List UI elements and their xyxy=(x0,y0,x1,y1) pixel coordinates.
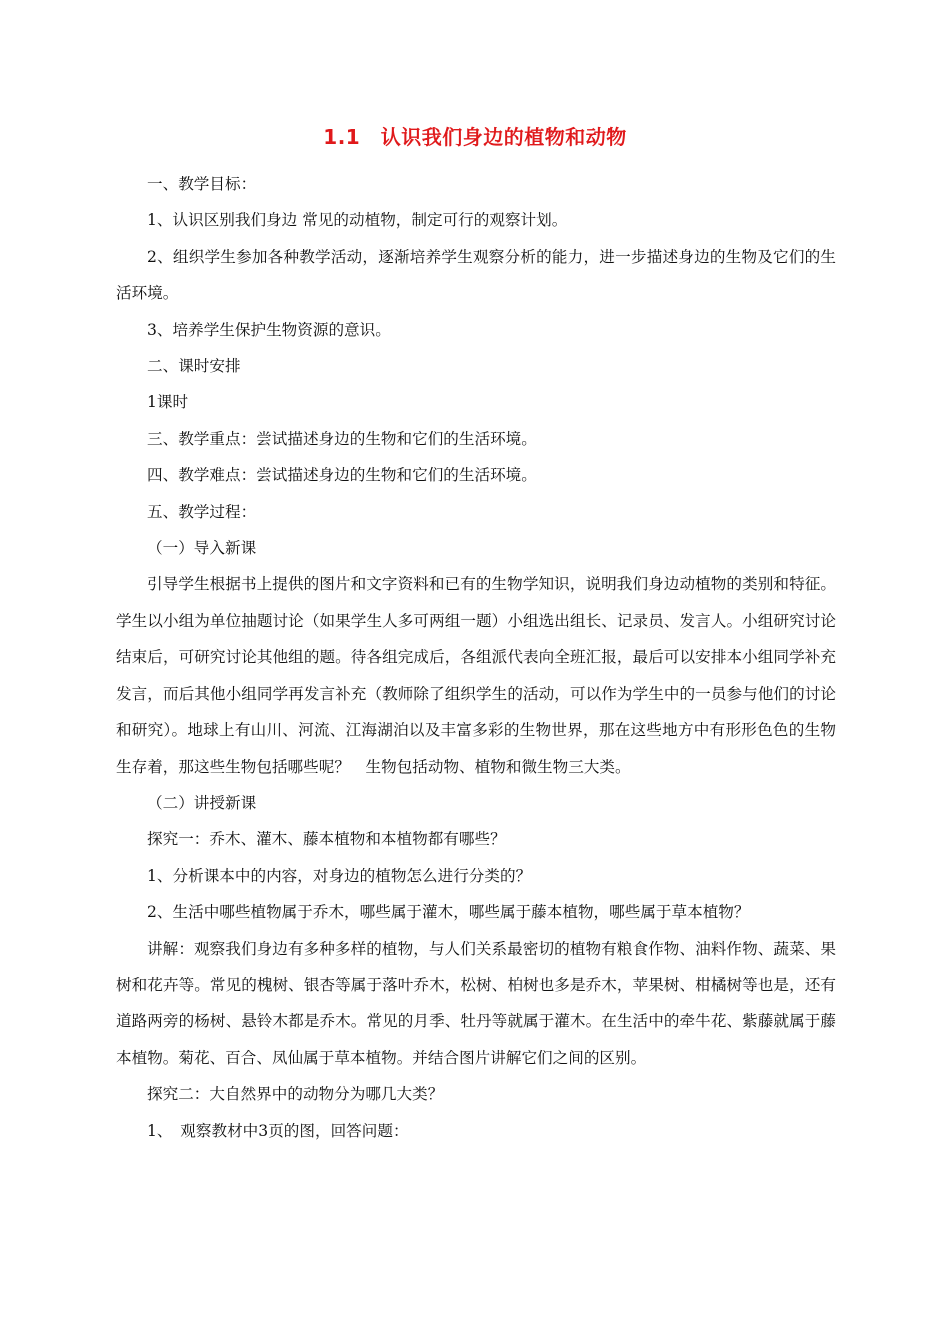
paragraph-question-2: 2、生活中哪些植物属于乔木，哪些属于灌木，哪些属于藤本植物，哪些属于草本植物？ xyxy=(147,903,750,922)
paragraph-objective-3: 3、培养学生保护生物资源的意识。 xyxy=(147,320,391,339)
paragraph-intro-heading: （一）导入新课 xyxy=(147,539,257,558)
paragraph-process-heading: 五、教学过程： xyxy=(147,502,257,521)
paragraph-objective-2: 2、组织学生参加各种教学活动，逐渐培养学生观察分析的能力，进一步描述身边的生物及它们的生活环境。 xyxy=(116,247,836,303)
paragraph-inquiry-2: 探究二：大自然界中的动物分为哪几大类？ xyxy=(147,1085,444,1104)
document-body xyxy=(116,166,836,1149)
paragraph-explanation: 讲解：观察我们身边有多种多样的植物，与人们关系最密切的植物有粮食作物、油料作物、蔬菜、果树和花卉等。常见的槐树、银杏等属于落叶乔木，松树、柏树也多是乔木，苹果树、柑橘树等也是，还有道路两旁的杨树、悬铃木都是乔木。常见的月季、牡丹等就属于灌木。在生活中的牵牛花、紫藤就属于藤本植物。菊花、百合、凤仙属于草本植物。并结合图片讲解它们之间的区别。 xyxy=(116,939,836,1067)
paragraph-key-point: 三、教学重点：尝试描述身边的生物和它们的生活环境。 xyxy=(147,429,537,448)
paragraph-schedule-value: 1课时 xyxy=(147,393,189,412)
paragraph-lecture-heading: （二）讲授新课 xyxy=(147,793,257,812)
paragraph-schedule-heading: 二、课时安排 xyxy=(147,357,241,376)
document-title: 1.1 认识我们身边的植物和动物 xyxy=(323,125,627,149)
paragraph-objective-1: 1、认识区别我们身边 常见的动植物，制定可行的观察计划。 xyxy=(147,211,568,230)
paragraph-question-3: 1、 观察教材中3页的图，回答问题： xyxy=(147,1121,409,1140)
paragraph-question-1: 1、分析课本中的内容，对身边的植物怎么进行分类的？ xyxy=(147,866,532,885)
paragraph-intro-body: 引导学生根据书上提供的图片和文字资料和已有的生物学知识，说明我们身边动植物的类别和特征。学生以小组为单位抽题讨论（如果学生人多可两组一题）小组选出组长、记录员、发言人。小组研究讨论结束后，可研究讨论其他组的题。待各组完成后，各组派代表向全班汇报，最后可以安排本小组同学补充发言，而后其他小组同学再发言补充（教师除了组织学生的活动，可以作为学生中的一员参与他们的讨论和研究）。地球上有山川、河流、江海湖泊以及丰富多彩的生物世界，那在这些地方中有形形色色的生物生存着，那这些生物包括哪些呢？ 生物包括动物、植物和微生物三大类。 xyxy=(116,575,836,776)
paragraph-inquiry-1: 探究一：乔木、灌木、藤本植物和本植物都有哪些？ xyxy=(147,830,506,849)
paragraph-difficulty: 四、教学难点：尝试描述身边的生物和它们的生活环境。 xyxy=(147,466,537,485)
paragraph-objectives-heading: 一、教学目标： xyxy=(147,175,257,193)
